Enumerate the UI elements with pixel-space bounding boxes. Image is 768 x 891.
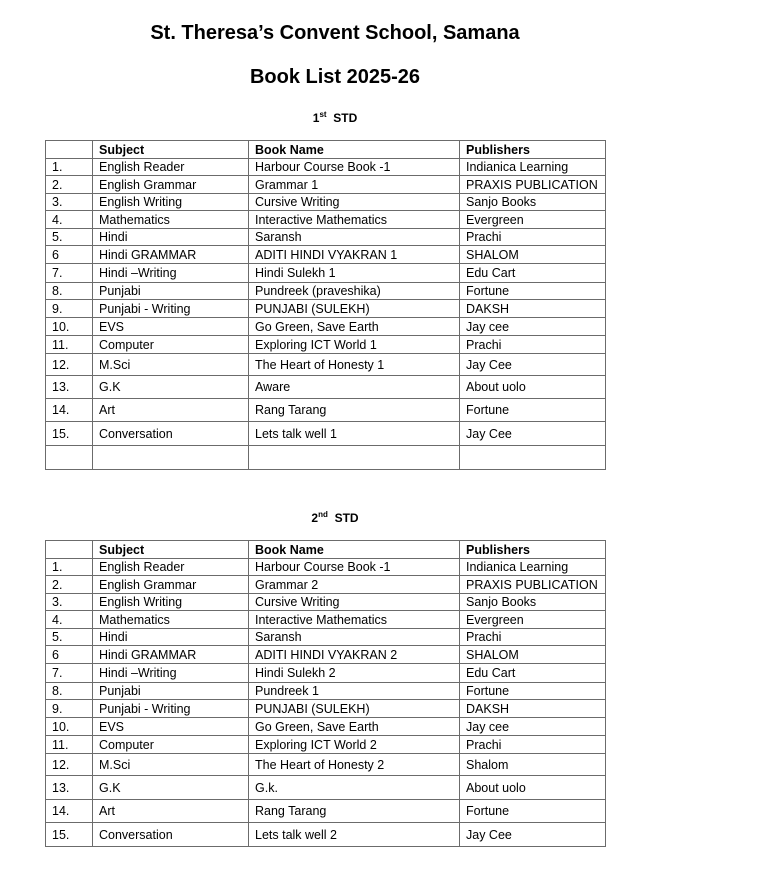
book-name-cell: Lets talk well 1 xyxy=(249,422,460,446)
publisher-cell: Prachi xyxy=(460,336,606,354)
table-row xyxy=(46,594,606,611)
publisher-cell: Prachi xyxy=(460,229,606,246)
subject-cell: Conversation xyxy=(93,422,249,446)
table-row xyxy=(46,823,606,847)
book-name-cell: Hindi Sulekh 2 xyxy=(249,664,460,683)
publisher-cell: Fortune xyxy=(460,399,606,422)
table-row xyxy=(46,576,606,594)
table-row xyxy=(46,754,606,776)
table-row xyxy=(46,229,606,246)
publisher-cell: Jay cee xyxy=(460,318,606,336)
table-row xyxy=(46,776,606,800)
table-row xyxy=(46,318,606,336)
std-ordinal: nd xyxy=(318,510,328,519)
subject-cell: Punjabi - Writing xyxy=(93,300,249,318)
row-number: 6 xyxy=(46,646,93,664)
row-number: 3. xyxy=(46,594,93,611)
table-row xyxy=(46,194,606,211)
publisher-cell: Edu Cart xyxy=(460,664,606,683)
book-name-cell: Exploring ICT World 1 xyxy=(249,336,460,354)
subject-cell: English Reader xyxy=(93,559,249,576)
publisher-cell: PRAXIS PUBLICATION xyxy=(460,176,606,194)
publisher-cell: Jay Cee xyxy=(460,422,606,446)
table-row xyxy=(46,376,606,399)
subject-cell xyxy=(93,446,249,470)
book-name-cell: Interactive Mathematics xyxy=(249,211,460,229)
publisher-cell xyxy=(460,446,606,470)
book-name-header: Book Name xyxy=(249,541,460,559)
subject-cell: G.K xyxy=(93,376,249,399)
table-row xyxy=(46,646,606,664)
std-label: STD xyxy=(333,111,358,125)
table-row xyxy=(46,446,606,470)
publisher-cell: Fortune xyxy=(460,800,606,823)
book-name-cell: Interactive Mathematics xyxy=(249,611,460,629)
publisher-cell: Shalom xyxy=(460,754,606,776)
subject-cell: English Grammar xyxy=(93,576,249,594)
subject-cell: Hindi xyxy=(93,629,249,646)
book-name-cell: Rang Tarang xyxy=(249,399,460,422)
book-name-cell: Rang Tarang xyxy=(249,800,460,823)
book-list-title: Book List 2025-26 xyxy=(249,66,421,88)
subject-cell: Computer xyxy=(93,336,249,354)
publisher-cell: About uolo xyxy=(460,776,606,800)
publisher-cell: Jay Cee xyxy=(460,823,606,847)
subject-cell: Mathematics xyxy=(93,211,249,229)
subject-cell: Mathematics xyxy=(93,611,249,629)
publisher-cell: Fortune xyxy=(460,683,606,700)
book-name-cell: Cursive Writing xyxy=(249,194,460,211)
book-name-cell: ADITI HINDI VYAKRAN 2 xyxy=(249,646,460,664)
book-table-1st-std xyxy=(45,140,606,470)
publisher-cell: PRAXIS PUBLICATION xyxy=(460,576,606,594)
book-name-cell: The Heart of Honesty 1 xyxy=(249,354,460,376)
publisher-cell: Sanjo Books xyxy=(460,594,606,611)
subject-cell: M.Sci xyxy=(93,754,249,776)
std-heading-1 xyxy=(0,110,670,125)
row-number: 14. xyxy=(46,800,93,823)
publisher-cell: SHALOM xyxy=(460,246,606,264)
subject-header: Subject xyxy=(93,141,249,159)
table-row xyxy=(46,559,606,576)
book-name-cell: The Heart of Honesty 2 xyxy=(249,754,460,776)
std-heading-2 xyxy=(0,510,670,525)
subject-cell: EVS xyxy=(93,318,249,336)
book-name-cell: Go Green, Save Earth xyxy=(249,318,460,336)
row-number: 5. xyxy=(46,629,93,646)
table-header-row xyxy=(46,141,606,159)
publishers-header: Publishers xyxy=(460,141,606,159)
table-row xyxy=(46,176,606,194)
book-name-cell: PUNJABI (SULEKH) xyxy=(249,300,460,318)
table-row xyxy=(46,611,606,629)
row-number: 6 xyxy=(46,246,93,264)
publisher-cell: Evergreen xyxy=(460,611,606,629)
subject-cell: English Reader xyxy=(93,159,249,176)
row-number: 12. xyxy=(46,354,93,376)
book-name-cell: Hindi Sulekh 1 xyxy=(249,264,460,283)
book-name-cell: Exploring ICT World 2 xyxy=(249,736,460,754)
subject-header: Subject xyxy=(93,541,249,559)
table-row xyxy=(46,683,606,700)
row-number: 11. xyxy=(46,736,93,754)
std-ordinal: st xyxy=(319,110,327,119)
row-number: 15. xyxy=(46,422,93,446)
subject-cell: Hindi xyxy=(93,229,249,246)
school-name: St. Theresa’s Convent School, Samana xyxy=(150,22,520,44)
publisher-cell: Edu Cart xyxy=(460,264,606,283)
table-row xyxy=(46,399,606,422)
row-number: 9. xyxy=(46,300,93,318)
row-number: 8. xyxy=(46,683,93,700)
subject-cell: English Grammar xyxy=(93,176,249,194)
table-row xyxy=(46,211,606,229)
subject-cell: Hindi –Writing xyxy=(93,264,249,283)
book-name-cell: G.k. xyxy=(249,776,460,800)
publishers-header: Publishers xyxy=(460,541,606,559)
subject-cell: Hindi –Writing xyxy=(93,664,249,683)
table-row xyxy=(46,718,606,736)
table-row xyxy=(46,800,606,823)
table-header-row xyxy=(46,541,606,559)
table-row xyxy=(46,246,606,264)
publisher-cell: Fortune xyxy=(460,283,606,300)
row-number: 7. xyxy=(46,664,93,683)
table-row xyxy=(46,422,606,446)
book-table-2nd-std xyxy=(45,540,606,847)
table-row xyxy=(46,664,606,683)
row-number: 14. xyxy=(46,399,93,422)
row-number: 9. xyxy=(46,700,93,718)
subject-cell: M.Sci xyxy=(93,354,249,376)
book-name-header: Book Name xyxy=(249,141,460,159)
row-number: 13. xyxy=(46,376,93,399)
subject-cell: Punjabi - Writing xyxy=(93,700,249,718)
publisher-cell: About uolo xyxy=(460,376,606,399)
table-row xyxy=(46,336,606,354)
subject-cell: EVS xyxy=(93,718,249,736)
row-number: 2. xyxy=(46,176,93,194)
row-number: 13. xyxy=(46,776,93,800)
row-number: 11. xyxy=(46,336,93,354)
table-row xyxy=(46,629,606,646)
publisher-cell: Jay cee xyxy=(460,718,606,736)
book-name-cell: Aware xyxy=(249,376,460,399)
subject-cell: Hindi GRAMMAR xyxy=(93,646,249,664)
subject-cell: Punjabi xyxy=(93,283,249,300)
book-name-cell: ADITI HINDI VYAKRAN 1 xyxy=(249,246,460,264)
row-number: 3. xyxy=(46,194,93,211)
book-name-cell: Cursive Writing xyxy=(249,594,460,611)
row-number: 8. xyxy=(46,283,93,300)
std-label: STD xyxy=(334,511,359,525)
row-number: 1. xyxy=(46,159,93,176)
row-number: 4. xyxy=(46,211,93,229)
number-header xyxy=(46,541,93,559)
book-name-cell: Go Green, Save Earth xyxy=(249,718,460,736)
subject-cell: G.K xyxy=(93,776,249,800)
book-name-cell: Pundreek (praveshika) xyxy=(249,283,460,300)
row-number: 4. xyxy=(46,611,93,629)
subject-cell: Art xyxy=(93,399,249,422)
subject-cell: Punjabi xyxy=(93,683,249,700)
publisher-cell: Indianica Learning xyxy=(460,159,606,176)
subject-cell: English Writing xyxy=(93,594,249,611)
table-row xyxy=(46,736,606,754)
subject-cell: Conversation xyxy=(93,823,249,847)
publisher-cell: DAKSH xyxy=(460,300,606,318)
publisher-cell: Prachi xyxy=(460,629,606,646)
book-name-cell: Pundreek 1 xyxy=(249,683,460,700)
subject-cell: English Writing xyxy=(93,194,249,211)
table-row xyxy=(46,264,606,283)
publisher-cell: SHALOM xyxy=(460,646,606,664)
publisher-cell: Evergreen xyxy=(460,211,606,229)
row-number xyxy=(46,446,93,470)
row-number: 2. xyxy=(46,576,93,594)
book-name-cell: Saransh xyxy=(249,229,460,246)
subject-cell: Art xyxy=(93,800,249,823)
row-number: 10. xyxy=(46,318,93,336)
row-number: 10. xyxy=(46,718,93,736)
book-name-cell: Harbour Course Book -1 xyxy=(249,559,460,576)
table-row xyxy=(46,159,606,176)
table-row xyxy=(46,700,606,718)
row-number: 7. xyxy=(46,264,93,283)
publisher-cell: DAKSH xyxy=(460,700,606,718)
publisher-cell: Indianica Learning xyxy=(460,559,606,576)
table-row xyxy=(46,354,606,376)
std-number: 1 xyxy=(312,111,320,125)
book-name-cell: Saransh xyxy=(249,629,460,646)
row-number: 15. xyxy=(46,823,93,847)
book-name-cell: Grammar 2 xyxy=(249,576,460,594)
table-row xyxy=(46,300,606,318)
row-number: 12. xyxy=(46,754,93,776)
std-number: 2 xyxy=(311,511,319,525)
subject-cell: Computer xyxy=(93,736,249,754)
row-number: 1. xyxy=(46,559,93,576)
book-name-cell: Lets talk well 2 xyxy=(249,823,460,847)
publisher-cell: Sanjo Books xyxy=(460,194,606,211)
book-name-cell xyxy=(249,446,460,470)
book-name-cell: Grammar 1 xyxy=(249,176,460,194)
subject-cell: Hindi GRAMMAR xyxy=(93,246,249,264)
book-name-cell: Harbour Course Book -1 xyxy=(249,159,460,176)
publisher-cell: Prachi xyxy=(460,736,606,754)
table-row xyxy=(46,283,606,300)
book-name-cell: PUNJABI (SULEKH) xyxy=(249,700,460,718)
row-number: 5. xyxy=(46,229,93,246)
number-header xyxy=(46,141,93,159)
publisher-cell: Jay Cee xyxy=(460,354,606,376)
